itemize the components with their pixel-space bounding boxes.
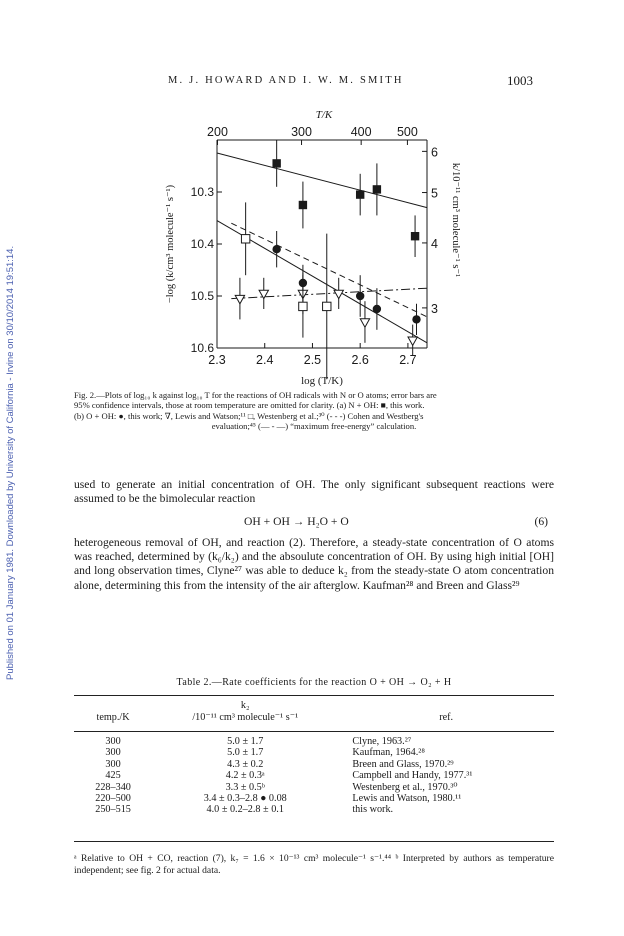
table-row — [74, 770, 554, 781]
cell-ref: Breen and Glass, 1970.²⁹ — [352, 758, 454, 770]
cell-temp: 228–340 — [95, 781, 131, 793]
cell-ref: Kaufman, 1964.²⁸ — [352, 747, 425, 759]
cell-k: 4.0 ± 0.2–2.8 ± 0.1 — [206, 804, 284, 816]
top-tick-label: 300 — [291, 125, 312, 139]
header-temp: temp./K — [96, 712, 130, 723]
caption-line: evaluation;⁴⁵ (— - —) “maximum free-energy” calculation. — [211, 421, 417, 432]
data-point-westenberg — [241, 235, 249, 243]
equation-6 — [74, 515, 554, 531]
running-header — [0, 73, 624, 93]
cell-ref: Clyne, 1963.²⁷ — [352, 736, 412, 747]
cell-temp: 300 — [105, 747, 121, 759]
y-axis-label-left: −log (k/cm³ molecule⁻¹ s⁻¹) — [165, 184, 176, 304]
top-axis-label: T/K — [315, 109, 333, 121]
equation-expression: OH + OH → H₂O + O — [244, 515, 349, 528]
x-tick-label: 2.3 — [208, 353, 226, 367]
top-tick-label: 400 — [350, 125, 372, 139]
table-row — [74, 782, 554, 793]
top-tick-label: 200 — [207, 125, 228, 139]
equation-number: (6) — [534, 515, 548, 528]
table-row — [74, 759, 554, 770]
table-header-rule — [74, 724, 554, 732]
data-point-o-oh — [356, 292, 364, 300]
data-point-lewis-watson — [408, 337, 417, 345]
table-bottom-rule — [74, 841, 554, 842]
data-point-o-oh — [272, 245, 280, 253]
header-k-units: /10⁻¹¹ cm³ molecule⁻¹ s⁻¹ — [192, 712, 299, 723]
x-tick-label: 2.5 — [303, 353, 322, 367]
page-number: 1003 — [507, 73, 533, 88]
right-tick-label: 6 — [431, 145, 438, 160]
caption-line: (b) O + OH: ●, this work; ∇, Lewis and Watson;¹¹ □, Westenberg et al.;³⁰ (- - -) Cohen and Westberg's — [74, 410, 424, 421]
y-tick-label: 10.3 — [190, 185, 214, 199]
paragraph-2: heterogeneous removal of OH, and reaction (2). Therefore, a steady-state concentration of O atoms was reached, determined by (k₆/k₂) and the absoulute concentration of OH. By using high initial [OH] and long observation times, Clyne²⁷ was able to deduce k₂ from the steady-state O atom concentration alone, determining this from the intensity of the air afterglow. Kaufman²⁸ and Breen and Glass²⁹ — [74, 536, 554, 592]
y-axis-label-right: k/10⁻¹¹ cm³ molecule⁻¹ s⁻¹ — [450, 162, 461, 278]
cell-k: 5.0 ± 1.7 — [227, 747, 264, 759]
data-point-n-oh — [272, 159, 280, 167]
data-point-lewis-watson — [334, 290, 343, 298]
arrhenius-chart — [0, 96, 624, 388]
x-axis-label: log (T/K) — [301, 375, 343, 387]
table-footnote: ᵃ Relative to OH + CO, reaction (7), k₇ = 1.6 × 10⁻¹³ cm³ molecule⁻¹ s⁻¹.⁴⁴ ᵇ Interpreted by authors as temperature independent; see fig. 2 for actual data. — [74, 853, 554, 876]
header-ref: ref. — [439, 712, 454, 723]
download-note: Published on 01 January 1981. Downloaded by University of California - Irvine on 30/10/2014 19:51:14. — [5, 245, 16, 680]
caption-line: Fig. 2.—Plots of log₁₀ k against log₁₀ T for the reactions of OH radicals with N or O atoms; error bars are — [74, 390, 437, 400]
data-point-westenberg — [323, 302, 331, 310]
y-tick-label: 10.6 — [190, 341, 214, 355]
top-tick-label: 500 — [396, 125, 418, 139]
cell-temp: 300 — [105, 758, 121, 770]
cell-ref: this work. — [352, 804, 394, 816]
data-point-n-oh — [356, 190, 364, 198]
caption-line: 95% confidence intervals, those at room temperature are omitted for clarity. (a) N + OH: ■, this work. — [74, 400, 425, 411]
data-point-n-oh — [373, 185, 381, 193]
table-title: Table 2.—Rate coefficients for the reaction O + OH → O₂ + H — [176, 677, 452, 688]
cell-ref: Lewis and Watson, 1980.¹¹ — [352, 793, 462, 805]
table-row — [74, 736, 554, 747]
right-tick-label: 4 — [431, 236, 438, 251]
data-point-lewis-watson — [235, 295, 244, 303]
cell-temp: 300 — [105, 736, 121, 747]
table-row — [74, 793, 554, 804]
right-tick-label: 5 — [431, 186, 438, 201]
cell-temp: 250–515 — [95, 804, 131, 816]
axis-labels — [165, 109, 461, 387]
header-authors: M. J. HOWARD AND I. W. M. SMITH — [168, 75, 404, 86]
data-point-n-oh — [299, 201, 307, 209]
y-tick-label: 10.5 — [190, 289, 214, 303]
x-tick-label: 2.6 — [351, 353, 369, 367]
header-k-symbol: k₂ — [240, 700, 250, 711]
cell-k: 5.0 ± 1.7 — [227, 736, 264, 747]
table-row — [74, 747, 554, 758]
fit-line — [217, 153, 427, 208]
x-tick-label: 2.7 — [399, 353, 417, 367]
table-header-row-1 — [74, 700, 554, 712]
cell-ref: Campbell and Handy, 1977.³¹ — [352, 770, 473, 782]
x-tick-label: 2.4 — [256, 353, 274, 367]
cell-ref: Westenberg et al., 1970.³⁰ — [352, 781, 458, 793]
data-point-lewis-watson — [360, 319, 369, 327]
y-tick-label: 10.4 — [190, 237, 214, 251]
fit-lines — [217, 153, 427, 343]
data-point-n-oh — [411, 232, 419, 240]
data-point-o-oh — [412, 315, 420, 323]
cell-k: 4.3 ± 0.2 — [227, 758, 264, 770]
right-tick-label: 3 — [431, 301, 438, 316]
figure-caption — [74, 390, 554, 432]
data-point-o-oh — [373, 305, 381, 313]
cell-k: 3.4 ± 0.3–2.8 ● 0.08 — [203, 793, 287, 805]
table-header-row-2 — [74, 712, 554, 724]
table-row — [74, 804, 554, 815]
cell-temp: 425 — [105, 770, 121, 782]
table-top-rule — [74, 695, 554, 696]
rate-coefficient-table — [74, 700, 554, 816]
cell-k: 3.3 ± 0.5ᵇ — [225, 781, 265, 793]
cell-k: 4.2 ± 0.3ᵃ — [225, 770, 265, 782]
paragraph-1: used to generate an initial concentration of OH. The only significant subsequent reactions were assumed to be the bimolecular reaction — [74, 478, 554, 506]
data-markers — [235, 140, 420, 379]
cell-temp: 220–500 — [95, 793, 131, 805]
plot-frame — [217, 140, 427, 348]
data-point-westenberg — [299, 302, 307, 310]
